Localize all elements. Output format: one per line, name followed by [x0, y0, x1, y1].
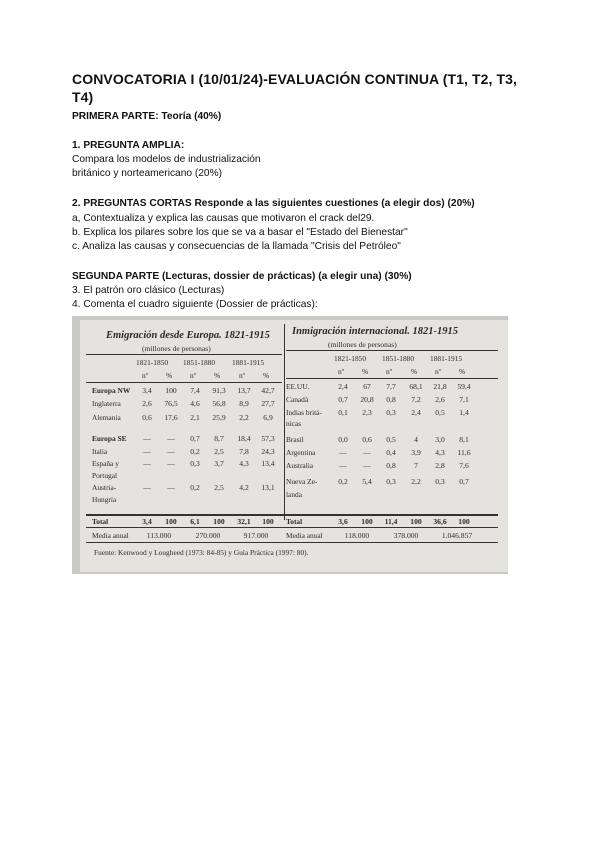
right-cell: —: [363, 448, 371, 457]
right-media-label: Media anual: [286, 531, 323, 540]
right-cell: 2,4: [411, 408, 421, 417]
left-cell: 13,1: [261, 483, 275, 492]
right-cell: 0,7: [459, 477, 469, 486]
center-divider: [284, 324, 285, 520]
table-photo: [72, 316, 508, 574]
right-cell: 0,0: [338, 435, 348, 444]
left-total-cell: 100: [262, 517, 274, 526]
right-row-label: Argentina: [286, 448, 316, 457]
part2-heading: SEGUNDA PARTE (Lecturas, dossier de prácticas) (a elegir una) (30%): [72, 271, 412, 282]
q2-heading: 2. PREGUNTAS CORTAS Responde a las siguientes cuestiones (a elegir dos) (20%): [72, 198, 475, 209]
q2-b: b. Explica los pilares sobre los que se va a basar el "Estado del Bienestar": [72, 227, 408, 238]
right-cell: 5,4: [362, 477, 372, 486]
left-cell: 0,2: [190, 483, 200, 492]
left-sub-p1: %: [166, 371, 173, 380]
left-sub-p3: %: [263, 371, 270, 380]
right-cell: —: [339, 448, 347, 457]
right-sub-n1: nº: [338, 367, 344, 376]
left-cell: 57,3: [261, 434, 275, 443]
left-media-cell: 270.000: [195, 531, 221, 540]
right-cell: 4: [414, 435, 418, 444]
right-sub-p1: %: [362, 367, 369, 376]
right-cell: 67: [363, 382, 371, 391]
right-row-label: nicas: [286, 419, 302, 428]
left-cell: —: [143, 447, 151, 456]
left-row-label: Europa NW: [92, 386, 131, 395]
left-cell: —: [167, 447, 175, 456]
right-row-label: Nueva Ze-: [286, 477, 318, 486]
right-total-cell: 36,6: [433, 517, 447, 526]
left-sub-n3: nº: [239, 371, 245, 380]
table-source: Fuente: Kenwood y Lougheed (1973: 84-85) y Guía Práctica (1997: 80).: [94, 548, 309, 557]
left-row-label: Inglaterra: [92, 399, 121, 408]
left-cell: 2,5: [214, 483, 224, 492]
left-period-3: 1881-1915: [232, 358, 265, 367]
right-cell: 2,4: [338, 382, 348, 391]
q1-heading: 1. PREGUNTA AMPLIA:: [72, 140, 185, 151]
right-total-cell: 3,6: [338, 517, 348, 526]
left-cell: 7,8: [239, 447, 249, 456]
left-total-label: Total: [92, 517, 109, 526]
right-cell: 0,7: [338, 395, 348, 404]
left-row-label: Europa SE: [92, 434, 127, 443]
left-row-label: Italia: [92, 447, 108, 456]
left-media-cell: 113.000: [146, 531, 172, 540]
left-cell: 91,3: [212, 386, 226, 395]
left-row-label: Portugal: [92, 471, 118, 480]
left-cell: 2,6: [142, 399, 152, 408]
right-cell: 0,5: [435, 408, 445, 417]
right-sub-p2: %: [411, 367, 418, 376]
right-cell: 0,2: [338, 477, 348, 486]
right-cell: 7: [414, 461, 418, 470]
left-cell: 2,5: [214, 447, 224, 456]
left-cell: 17,6: [164, 413, 178, 422]
right-cell: 0,8: [386, 395, 396, 404]
left-period-1: 1821-1850: [136, 358, 169, 367]
right-cell: 2,2: [411, 477, 421, 486]
left-cell: 0,2: [190, 447, 200, 456]
right-media-cell: 378.000: [393, 531, 419, 540]
right-period-3: 1881-1915: [430, 354, 463, 363]
left-cell: 13,7: [237, 386, 251, 395]
left-total-cell: 32,1: [237, 517, 251, 526]
left-row-label: Hungría: [92, 495, 117, 504]
left-cell: 3,4: [142, 386, 152, 395]
left-cell: 6,9: [263, 413, 273, 422]
left-cell: 56,8: [212, 399, 226, 408]
exam-title: CONVOCATORIA I (10/01/24)-EVALUACIÓN CONTINUA (T1, T2, T3, T4): [72, 71, 518, 105]
right-cell: 0,3: [435, 477, 445, 486]
right-cell: 21,8: [433, 382, 447, 391]
left-subhead-rule: [86, 382, 282, 383]
right-total-cell: 100: [361, 517, 373, 526]
left-media-cell: 917.000: [243, 531, 269, 540]
left-cell: —: [167, 459, 175, 468]
left-period-2: 1851-1880: [183, 358, 216, 367]
right-row-label: landa: [286, 490, 303, 499]
left-cell: 0,7: [190, 434, 200, 443]
left-total-cell: 100: [213, 517, 225, 526]
right-header-rule: [286, 350, 498, 351]
right-cell: 7,2: [411, 395, 421, 404]
total-top-rule: [86, 514, 498, 516]
right-cell: 2,3: [362, 408, 372, 417]
left-sub-p2: %: [214, 371, 221, 380]
right-cell: 7,6: [459, 461, 469, 470]
left-table-unit: (millones de personas): [142, 344, 211, 353]
right-cell: 2,6: [435, 395, 445, 404]
left-cell: 42,7: [261, 386, 275, 395]
left-cell: 4,2: [239, 483, 249, 492]
part2-item4: 4. Comenta el cuadro siguiente (Dossier de prácticas):: [72, 299, 318, 310]
right-cell: 1,4: [459, 408, 469, 417]
right-cell: 0,8: [386, 461, 396, 470]
right-subhead-rule: [286, 378, 498, 379]
right-total-cell: 100: [410, 517, 422, 526]
left-cell: 0,6: [142, 413, 152, 422]
right-row-label: Canadá: [286, 395, 309, 404]
right-cell: 2,8: [435, 461, 445, 470]
right-total-label: Total: [286, 517, 303, 526]
right-period-2: 1851-1880: [382, 354, 415, 363]
left-cell: 4,6: [190, 399, 200, 408]
left-sub-n1: nº: [142, 371, 148, 380]
right-cell: 0,3: [386, 408, 396, 417]
left-cell: 8,7: [214, 434, 224, 443]
left-cell: 2,1: [190, 413, 200, 422]
q1-line1: Compara los modelos de industrialización: [72, 154, 261, 165]
part2-item3: 3. El patrón oro clásico (Lecturas): [72, 285, 225, 296]
left-cell: —: [143, 483, 151, 492]
q2-c: c. Analiza las causas y consecuencias de la llamada "Crisis del Petróleo": [72, 241, 401, 252]
left-cell: —: [143, 459, 151, 468]
right-total-cell: 11,4: [384, 517, 398, 526]
left-cell: 13,4: [261, 459, 275, 468]
left-cell: 27,7: [261, 399, 275, 408]
right-row-label: Australia: [286, 461, 314, 470]
right-cell: —: [339, 461, 347, 470]
right-cell: 3,9: [411, 448, 421, 457]
right-cell: 68,1: [409, 382, 423, 391]
right-table-title: Inmigración internacional. 1821-1915: [292, 326, 458, 337]
table-paper: [80, 320, 508, 572]
left-cell: —: [167, 483, 175, 492]
right-sub-n2: nº: [386, 367, 392, 376]
left-total-cell: 100: [165, 517, 177, 526]
right-cell: 7,7: [386, 382, 396, 391]
right-cell: —: [363, 461, 371, 470]
left-cell: 76,5: [164, 399, 178, 408]
left-cell: 0,3: [190, 459, 200, 468]
left-table-title: Emigración desde Europa. 1821-1915: [106, 330, 270, 341]
left-cell: 4,3: [239, 459, 249, 468]
right-cell: 59,4: [457, 382, 471, 391]
right-cell: 0,3: [386, 477, 396, 486]
part1-heading: PRIMERA PARTE: Teoría (40%): [72, 111, 222, 122]
right-cell: 8,1: [459, 435, 469, 444]
left-cell: —: [167, 434, 175, 443]
left-cell: 18,4: [237, 434, 251, 443]
left-cell: 100: [165, 386, 177, 395]
right-period-1: 1821-1850: [334, 354, 367, 363]
left-total-cell: 6,1: [190, 517, 200, 526]
left-total-cell: 3,4: [142, 517, 152, 526]
right-sub-n3: nº: [435, 367, 441, 376]
right-cell: 7,1: [459, 395, 469, 404]
left-cell: 2,2: [239, 413, 249, 422]
left-row-label: Alemania: [92, 413, 121, 422]
left-media-label: Media anual: [92, 531, 129, 540]
right-cell: 0,5: [386, 435, 396, 444]
left-row-label: Austria-: [92, 483, 117, 492]
left-sub-n2: nº: [190, 371, 196, 380]
left-cell: 25,9: [212, 413, 226, 422]
right-cell: 0,1: [338, 408, 348, 417]
media-bottom-rule: [86, 542, 498, 543]
right-sub-p3: %: [459, 367, 466, 376]
right-cell: 0,6: [362, 435, 372, 444]
q2-a: a, Contextualiza y explica las causas que motivaron el crack del29.: [72, 213, 375, 224]
right-media-cell: 1.046.857: [441, 531, 473, 540]
right-cell: 4,3: [435, 448, 445, 457]
left-cell: 3,7: [214, 459, 224, 468]
q1-line2: británico y norteamericano (20%): [72, 168, 223, 179]
right-table-unit: (millones de personas): [328, 340, 397, 349]
right-row-label: Indias britá-: [286, 408, 322, 417]
right-cell: 0,4: [386, 448, 396, 457]
right-media-cell: 118.000: [344, 531, 370, 540]
total-bottom-rule: [86, 527, 498, 528]
right-row-label: Brasil: [286, 435, 304, 444]
left-header-rule: [86, 354, 282, 355]
right-cell: 20,8: [360, 395, 374, 404]
right-row-label: EE.UU.: [286, 382, 310, 391]
right-total-cell: 100: [458, 517, 470, 526]
left-cell: —: [143, 434, 151, 443]
left-cell: 24,3: [261, 447, 275, 456]
left-cell: 8,9: [239, 399, 249, 408]
right-cell: 3,0: [435, 435, 445, 444]
left-row-label: España y: [92, 459, 119, 468]
right-cell: 11,6: [457, 448, 471, 457]
left-cell: 7,4: [190, 386, 200, 395]
